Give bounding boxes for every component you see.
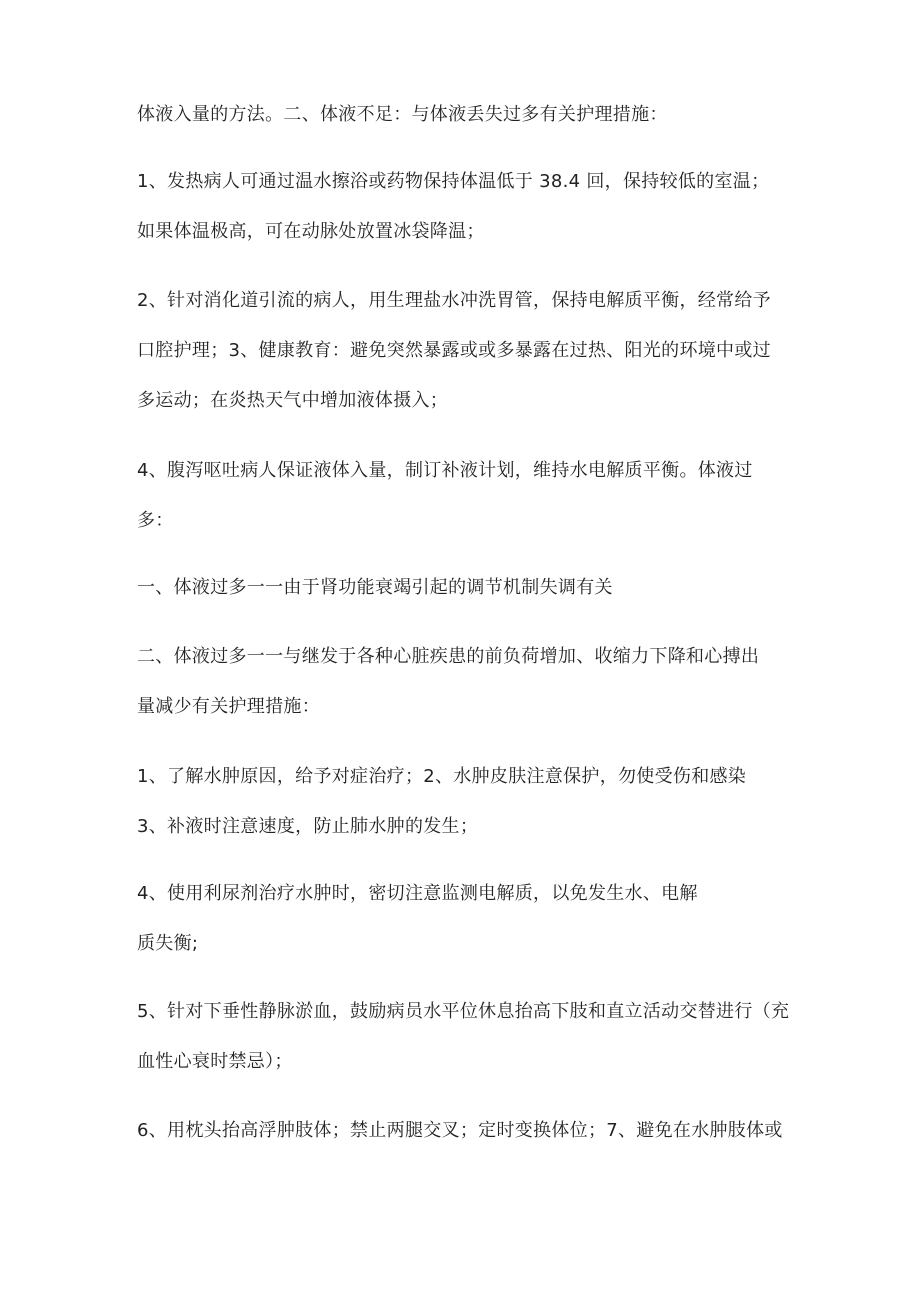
text-line: 5、针对下垂性静脉淤血，鼓励病员水平位休息抬高下肢和直立活动交替进行（充 [137, 1001, 790, 1022]
text-line: 体液入量的方法。二、体液不足：与体液丢失过多有关护理措施： [137, 104, 668, 125]
text-line: 1、了解水肿原因，给予对症治疗；2、水肿皮肤注意保护，勿使受伤和感染 [137, 766, 747, 787]
text-line: 6、用枕头抬高浮肿肢体；禁止两腿交叉；定时变换体位；7、避免在水肿肢体或 [137, 1120, 783, 1141]
text-line: 2、针对消化道引流的病人，用生理盐水冲洗胃管，保持电解质平衡，经常给予 [137, 290, 771, 311]
text-line: 一、体液过多一一由于肾功能衰竭引起的调节机制失调有关 [137, 577, 613, 598]
text-line: 二、体液过多一一与继发于各种心脏疾患的前负荷增加、收缩力下降和心搏出 [137, 646, 760, 667]
text-line: 口腔护理；3、健康教育：避免突然暴露或或多暴露在过热、阳光的环境中或过 [137, 340, 771, 361]
text-line: 量减少有关护理措施： [137, 696, 320, 717]
text-line: 4、使用利尿剂治疗水肿时，密切注意监测电解质，以免发生水、电解 [137, 883, 698, 904]
text-line: 如果体温极高，可在动脉处放置冰袋降温； [137, 221, 485, 242]
text-line: 多： [137, 510, 174, 531]
text-line: 血性心衰时禁忌）； [137, 1051, 293, 1072]
text-line: 多运动；在炎热天气中增加液体摄入； [137, 390, 449, 411]
text-line: 3、补液时注意速度，防止肺水肿的发生； [137, 816, 479, 837]
text-line: 质失衡; [137, 933, 199, 954]
text-line: 4、腹泻呕吐病人保证液体入量，制订补液计划，维持水电解质平衡。体液过 [137, 460, 753, 481]
text-line: 1、发热病人可通过温水擦浴或药物保持体温低于 38.4 回，保持较低的室温； [137, 171, 770, 192]
